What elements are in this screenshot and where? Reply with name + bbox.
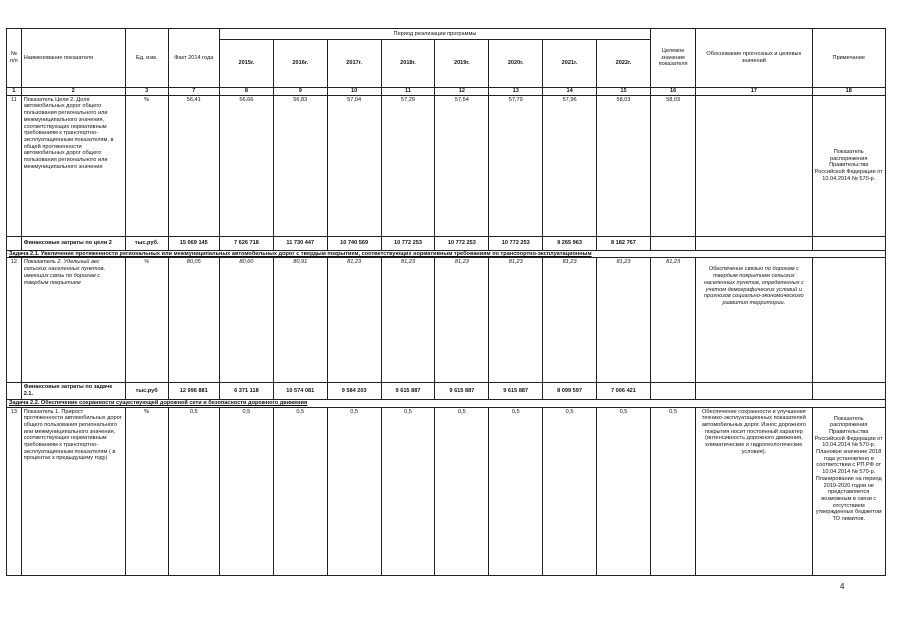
indicator-name: Показатель 2. Удельный вес сельских населенных пунктов, имеющих связь по дорогам с твердым покрытием (21, 258, 125, 383)
indicator-unit: % (125, 407, 168, 575)
indicator-value: 0,5 (489, 407, 543, 575)
financial-value: 9 584 203 (327, 383, 381, 399)
indicator-value: 0,5 (168, 407, 219, 575)
column-number-row (7, 88, 886, 96)
financial-value: 7 006 421 (597, 383, 651, 399)
header-justification: Обоснование прогнозных и целевых значений (696, 29, 812, 88)
indicator-note (812, 258, 886, 383)
row-number: 13 (7, 407, 22, 575)
financial-value: 7 626 718 (219, 236, 273, 250)
indicator-value: 80,91 (273, 258, 327, 383)
financial-value: 10 574 081 (273, 383, 327, 399)
indicator-value: 81,23 (327, 258, 381, 383)
indicator-value: 57,96 (543, 95, 597, 236)
indicator-unit: % (125, 258, 168, 383)
column-number: 14 (543, 88, 597, 96)
indicator-value: 0,5 (273, 407, 327, 575)
indicator-value: 0,5 (435, 407, 489, 575)
column-number: 17 (696, 88, 812, 96)
header-year: 2016г. (273, 40, 327, 88)
indicator-value: 57,04 (327, 95, 381, 236)
column-number: 18 (812, 88, 886, 96)
financial-value: 12 996 881 (168, 383, 219, 399)
column-number: 1 (7, 88, 22, 96)
indicator-note: Показатель распоряжения Правительства Российской Федерации от 10.04.2014 № 570-р. Плановое значение 2018 года установлено в соответствии с РП РФ от 10.04.2014 № 570-р. Планирование на период 2019-2020 годов не представляется возможным в связи с отсутствием утвержденных бюджетом ТО лимитов. (812, 407, 886, 575)
indicator-value: 80,05 (168, 258, 219, 383)
row-number: 12 (7, 258, 22, 383)
financial-value: 10 740 569 (327, 236, 381, 250)
indicator-value: 56,83 (273, 95, 327, 236)
header-year: 2019г. (435, 40, 489, 88)
indicator-name: Показатель 1. Прирост протяженности автомобильных дорог общего пользования регионального или межмуниципального значения, соответствующих нормативным требованиям к транспортно-эксплуатационным показателям ( в процентах к предыдущему году) (21, 407, 125, 575)
row-number: 11 (7, 95, 22, 236)
indicator-value: 81,23 (435, 258, 489, 383)
financial-value: 8 182 767 (597, 236, 651, 250)
financial-value: 9 265 963 (543, 236, 597, 250)
indicator-justification: Обеспечение сохранности и улучшения технико-эксплуатационных показателей автомобильных дорог. Износ дорожного покрытия носит постоянный характер (интенсивность дорожного движения, климатические и гидрогеологические условия). (696, 407, 812, 575)
column-number: 10 (327, 88, 381, 96)
financial-value: 6 371 118 (219, 383, 273, 399)
column-number: 15 (597, 88, 651, 96)
header-row-1 (7, 29, 886, 40)
indicator-target: 0,5 (650, 407, 695, 575)
indicator-value: 58,03 (597, 95, 651, 236)
indicator-table-page (6, 28, 886, 576)
financial-label: Финансовые затраты по цели 2 (21, 236, 125, 250)
indicator-value: 81,23 (597, 258, 651, 383)
financial-row-task-2-1 (7, 383, 886, 399)
task-title: Задача 2.2. Обеспечение сохранности существующей дорожной сети и безопасности дорожного движения (7, 399, 886, 407)
financial-label: Финансовые затраты по задаче 2.1. (21, 383, 125, 399)
header-year: 2018г. (381, 40, 435, 88)
task-title: Задача 2.1. Увеличение протяженности региональных или межмуниципальных автомобильных дорог с твердым покрытием, соответствующих нормативным требованиям по транспортно-эксплуатационным (7, 250, 886, 258)
header-year: 2022г. (597, 40, 651, 88)
header-year: 2015г. (219, 40, 273, 88)
indicator-name: Показатель Цели 2. Доля автомобильных дорог общего пользования регионального или межмуниципального значения, соответствующих нормативным требованиям к транспортно-эксплуатационным показателям, в общей протяженности автомобильных дорог общего пользования регионального или межмуниципального значения (21, 95, 125, 236)
indicator-justification: Обеспечение связью по дорогам с твердым покрытием сельских населенных пунктов, определенных с учетом демографических условий и прогнозов социально-экономического развития территории. (696, 258, 812, 383)
financial-value: 9 615 887 (489, 383, 543, 399)
indicator-unit: % (125, 95, 168, 236)
financial-value: 15 069 145 (168, 236, 219, 250)
indicator-value: 0,5 (543, 407, 597, 575)
financial-value: 9 615 887 (435, 383, 489, 399)
financial-value: 8 099 597 (543, 383, 597, 399)
indicator-justification (696, 95, 812, 236)
financial-unit: тыс.руб. (125, 236, 168, 250)
header-year: 2020г. (489, 40, 543, 88)
column-number: 16 (650, 88, 695, 96)
indicator-value: 81,23 (489, 258, 543, 383)
header-num: № п/п (7, 29, 22, 88)
indicator-target: 81,23 (650, 258, 695, 383)
indicator-row-12 (7, 258, 886, 383)
column-number: 13 (489, 88, 543, 96)
indicator-value: 56,66 (219, 95, 273, 236)
header-note: Примечание (812, 29, 886, 88)
column-number: 2 (21, 88, 125, 96)
column-number: 11 (381, 88, 435, 96)
indicator-value: 57,29 (381, 95, 435, 236)
indicator-row-13 (7, 407, 886, 575)
financial-row-goal-2 (7, 236, 886, 250)
indicator-table (6, 28, 886, 576)
indicator-row-11 (7, 95, 886, 236)
financial-value: 10 772 253 (435, 236, 489, 250)
indicator-note: Показатель распоряжения Правительства Российской Федерации от 10.04.2014 № 570-р. (812, 95, 886, 236)
header-year: 2017г. (327, 40, 381, 88)
header-name: Наименование показателя (21, 29, 125, 88)
header-year: 2021г. (543, 40, 597, 88)
column-number: 3 (125, 88, 168, 96)
financial-value: 10 772 253 (381, 236, 435, 250)
financial-value: 10 772 253 (489, 236, 543, 250)
header-unit: Ед. изм. (125, 29, 168, 88)
header-period: Период реализации программы (219, 29, 650, 40)
indicator-value: 81,23 (381, 258, 435, 383)
column-number: 9 (273, 88, 327, 96)
indicator-value: 0,5 (597, 407, 651, 575)
indicator-value: 57,54 (435, 95, 489, 236)
header-fact: Факт 2014 года (168, 29, 219, 88)
task-row-2-1 (7, 250, 886, 258)
financial-value: 9 615 887 (381, 383, 435, 399)
indicator-value: 80,60 (219, 258, 273, 383)
indicator-value: 0,5 (381, 407, 435, 575)
task-row-2-2 (7, 399, 886, 407)
column-number: 7 (168, 88, 219, 96)
indicator-value: 57,79 (489, 95, 543, 236)
header-target: Целевое значение показателя (650, 29, 695, 88)
column-number: 8 (219, 88, 273, 96)
indicator-value: 56,41 (168, 95, 219, 236)
financial-unit: тыс.руб (125, 383, 168, 399)
indicator-value: 81,23 (543, 258, 597, 383)
financial-value: 11 730 447 (273, 236, 327, 250)
indicator-target: 58,03 (650, 95, 695, 236)
indicator-value: 0,5 (327, 407, 381, 575)
page-number: 4 (840, 582, 845, 591)
indicator-value: 0,5 (219, 407, 273, 575)
column-number: 12 (435, 88, 489, 96)
